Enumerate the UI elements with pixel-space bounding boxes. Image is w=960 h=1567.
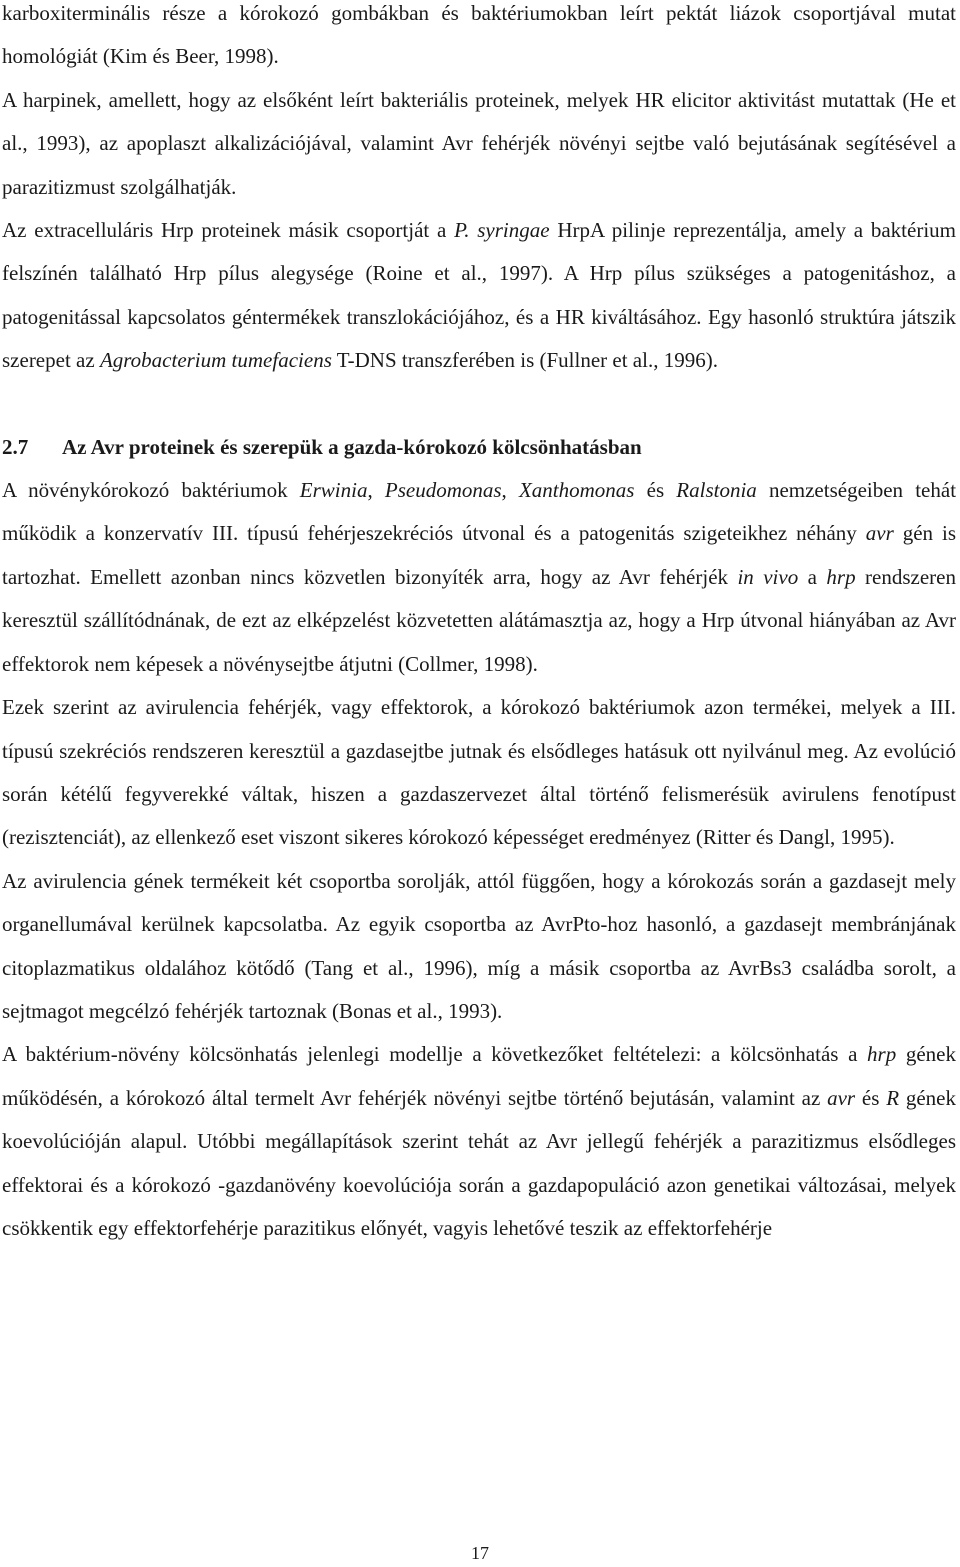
text-run: gének működésén, a kórokozó által termelt Avr fehérjék növényi sejtbe történő bejutásán, valamint az [2,1042,956,1110]
body-text-top [2,0,956,383]
text-run: Az extracelluláris Hrp proteinek másik csoportját a [2,218,455,243]
paragraph [2,79,956,209]
paragraph [2,209,956,383]
paragraph [2,686,956,860]
text-run: HrpA pilinje reprezentálja, amely a baktérium felszínén található Hrp pílus alegysége (Roine et al., 1997). A Hrp pílus szükséges a patogenitáshoz, a patogenitással kapcsolatos géntermékek transzlokációjához, és a HR kiváltásához. Egy hasonló struktúra játszik szerepet az [2,218,956,373]
italic-term: avr [865,521,894,546]
section-heading [2,426,956,469]
italic-term: Ralstonia [676,478,757,503]
italic-term: in vivo [737,564,799,589]
italic-term: Pseudomonas [384,478,502,503]
paragraph [2,1033,956,1250]
italic-term: hrp [826,564,856,589]
text-run: gén is tartozhat. Emellett azonban nincs közvetlen bizonyíték arra, hogy az Avr fehérjék [2,521,957,589]
italic-term: Erwinia [299,478,368,503]
italic-term: Xanthomonas [518,478,635,503]
text-run: a [798,564,827,589]
text-run: és [634,478,677,503]
text-run: A harpinek, amellett, hogy az elsőként leírt bakteriális proteinek, melyek HR elicitor aktivitást mutattak (He et al., 1993), az apoplaszt alkalizációjával, valamint Avr fehérjék növényi sejtbe való bejutásának segítésével a parazitizmust szolgálhatják. [2,87,956,199]
italic-term: Agrobacterium tumefaciens [99,348,332,373]
text-run: rendszeren keresztül szállítódnának, de ezt az elképzelést közvetetten alátámasztja az, hogy a Hrp útvonal hiányában az Avr effektorok nem képesek a növénysejtbe átjutni (Collmer, 1998). [2,564,956,676]
italic-term: avr [827,1085,856,1110]
text-run: Az avirulencia gének termékeit két csoportba sorolják, attól függően, hogy a kórokozás során a gazdasejt mely organellumával kerülnek kapcsolatba. Az egyik csoportba az AvrPto-hoz hasonló, a gazdasejt membránjának citoplazmatikus oldalához kötődő (Tang et al., 1996), míg a másik csoportba az AvrBs3 családba sorolt, a sejtmagot megcélzó fehérjék tartoznak (Bonas et al., 1993). [2,868,956,1023]
text-run: és [855,1085,887,1110]
body-text-bottom [2,469,956,1250]
text-run: , [367,478,385,503]
italic-term: P. syringae [454,218,550,243]
italic-term: hrp [867,1042,897,1067]
text-run: A növénykórokozó baktériumok [2,478,300,503]
section-title: Az Avr proteinek és szerepük a gazda-kórokozó kölcsönhatásban [62,434,642,459]
text-run: A baktérium-növény kölcsönhatás jelenlegi modellje a következőket feltételezi: a kölcsönhatás a [2,1042,868,1067]
page-number: 17 [471,1543,489,1563]
text-run: T-DNS transzferében is (Fullner et al., 1996). [331,348,718,373]
italic-term: R [886,1085,900,1110]
section-number: 2.7 [2,434,29,459]
paragraph [2,860,956,1034]
text-run: gének koevolúcióján alapul. Utóbbi megállapítások szerint tehát az Avr jellegű fehérjék a parazitizmus elsődleges effektorai és a kórokozó -gazdanövény koevolúciója során a gazdapopuláció azon genetikai változásai, melyek csökkentik egy effektorfehérje parazitikus előnyét, vagyis lehetővé teszik az effektorfehérje [2,1085,956,1240]
text-run: , [501,478,519,503]
text-run: karboxiterminális része a kórokozó gombákban és baktériumokban leírt pektát liázok csoportjával mutat homológiát (Kim és Beer, 1998). [2,1,956,69]
paragraph [2,469,956,686]
paragraph [2,0,956,79]
text-run: nemzetségeiben tehát működik a konzervatív III. típusú fehérjeszekréciós útvonal és a patogenitás szigeteikhez néhány [2,478,957,546]
text-run: Ezek szerint az avirulencia fehérjék, vagy effektorok, a kórokozó baktériumok azon termékei, melyek a III. típusú szekréciós rendszeren keresztül a gazdasejtbe jutnak és elsődleges hatásuk ott nyilvánul meg. Az evolúció során kétélű fegyverekké váltak, hiszen a gazdaszervezet által történő felismerésük avirulens fenotípust (rezisztenciát), az ellenkező eset viszont sikeres kórokozó képességet eredményez (Ritter és Dangl, 1995). [2,695,956,850]
